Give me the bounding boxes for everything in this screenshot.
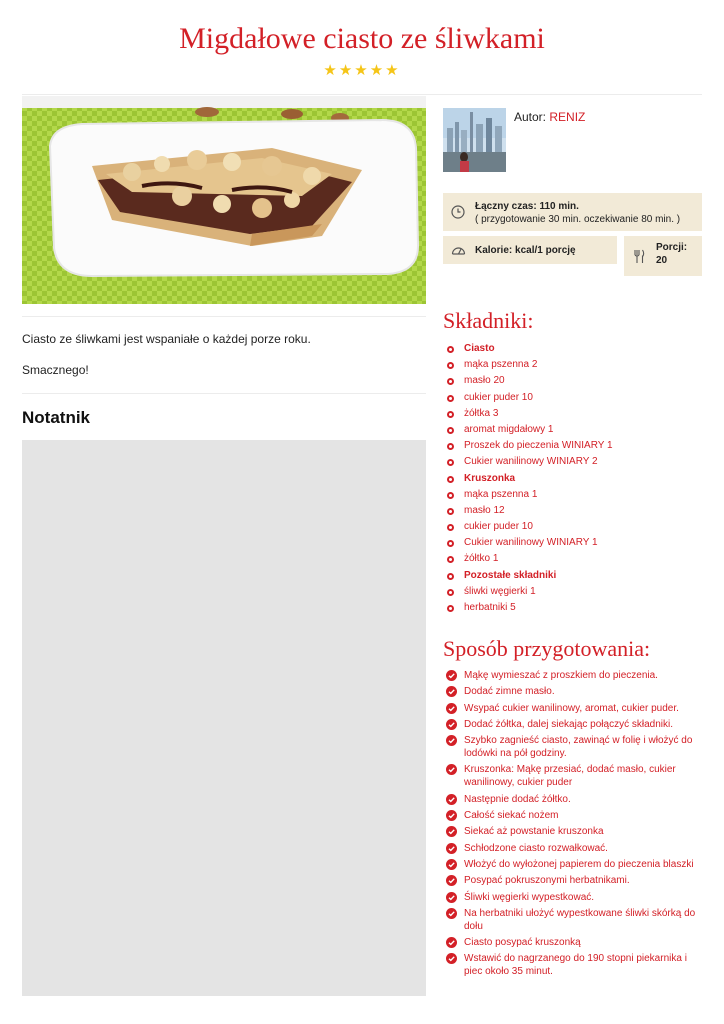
description-box [22,316,426,394]
bullet-icon [447,589,454,596]
step-text: Schłodzone ciasto rozwałkować. [464,842,608,854]
step-text: Kruszonka: Mąkę przesiać, dodać masło, cukier wanilinowy, cukier puder [464,764,676,789]
steps-list [446,669,702,982]
ingredient-item [447,600,702,616]
portions-value: 20 [656,255,668,266]
bullet-icon [447,492,454,499]
recipe-title: Migdałowe ciasto ze śliwkami [179,22,545,55]
check-icon [446,810,457,821]
bullet-icon [447,556,454,563]
step-text: Na herbatniki ułożyć wypestkowane śliwki skórką do dołu [464,907,696,932]
check-icon [446,735,457,746]
check-icon [446,937,457,948]
step-item [446,858,702,871]
total-time: Łączny czas: 110 min. [475,201,579,212]
bullet-icon [447,362,454,369]
step-item [446,809,702,822]
ingredient-item [447,487,702,503]
ingredient-item [447,438,702,454]
ingredient-item [447,373,702,389]
ingredient-text: Cukier wanilinowy WINIARY 1 [464,537,598,549]
step-item [446,763,702,789]
step-item [446,891,702,904]
recipe-photo [22,96,426,304]
bullet-icon [447,427,454,434]
portions-box [624,236,702,276]
portions-label: Porcji: [656,242,688,253]
ingredient-text: cukier puder 10 [464,391,533,403]
ingredient-item [447,584,702,600]
author-line [514,110,585,124]
bullet-icon [447,395,454,402]
step-text: Szybko zagnieść ciasto, zawinąć w folię i włożyć do lodówki na pół godziny. [464,735,693,760]
ingredient-text: żółtka 3 [464,407,499,419]
notes-area [22,440,426,996]
ingredient-text: Proszek do pieczenia WINIARY 1 [464,440,613,452]
ingredient-text: aromat migdałowy 1 [464,423,554,435]
bullet-icon [447,378,454,385]
check-icon [446,686,457,697]
step-item [446,793,702,806]
ingredient-text: Pozostałe składniki [464,569,557,581]
calories-box [443,236,617,264]
step-text: Całość siekać nożem [464,810,559,822]
step-text: Następnie dodać żółtko. [464,793,571,805]
ingredient-text: żółtko 1 [464,553,499,565]
ingredient-item [447,357,702,373]
check-icon [446,892,457,903]
ingredient-text: Ciasto [464,343,495,354]
notes-heading: Notatnik [22,408,90,427]
ingredients-list [447,341,702,616]
check-icon [446,764,457,775]
ingredient-item [447,406,702,422]
check-icon [446,670,457,681]
author-name[interactable]: RENIZ [549,110,586,124]
step-text: Dodać żółtka, dalej siekając połączyć składniki. [464,718,673,730]
check-icon [446,794,457,805]
step-text: Włożyć do wyłożonej papierem do pieczenia blaszki [464,858,694,870]
bullet-icon [447,443,454,450]
check-icon [446,826,457,837]
check-icon [446,908,457,919]
ingredient-group [447,341,702,357]
ingredient-text: mąka pszenna 1 [464,488,538,500]
ingredient-text: herbatniki 5 [464,602,516,613]
gauge-icon [451,243,466,259]
step-item [446,825,702,838]
bullet-icon [447,346,454,353]
bullet-icon [447,540,454,547]
ingredient-text: masło 20 [464,375,505,387]
ingredient-group [447,471,702,487]
ingredient-item [447,503,702,519]
ingredient-text: Kruszonka [464,472,516,484]
check-icon [446,953,457,964]
time-box [443,193,702,231]
step-item [446,685,702,698]
step-item [446,718,702,731]
ingredient-text: Cukier wanilinowy WINIARY 2 [464,456,598,468]
ingredient-group [447,568,702,584]
bullet-icon [447,459,454,466]
author-label: Autor: [514,110,547,124]
bullet-icon [447,605,454,612]
step-text: Wstawić do nagrzanego do 190 stopni piekarnika i piec około 35 minut. [464,953,687,978]
bullet-icon [447,476,454,483]
bullet-icon [447,508,454,515]
time-detail: ( przygotowanie 30 min. oczekiwanie 80 min. ) [475,214,681,225]
check-icon [446,875,457,886]
cutlery-icon [633,249,645,267]
step-text: Śliwki węgierki wypestkować. [464,891,595,903]
ingredient-text: mąka pszenna 2 [464,359,538,371]
step-text: Wsypać cukier wanilinowy, aromat, cukier puder. [464,702,679,714]
step-item [446,952,702,978]
step-item [446,669,702,682]
step-text: Siekać aż powstanie kruszonka [464,826,604,838]
step-item [446,907,702,933]
step-text: Ciasto posypać kruszonką [464,937,581,949]
check-icon [446,703,457,714]
author-avatar [443,108,506,172]
rating-stars: ★★★★★ [323,62,401,79]
step-text: Dodać zimne masło. [464,686,555,698]
ingredient-item [447,551,702,567]
step-item [446,702,702,715]
ingredient-item [447,519,702,535]
ingredient-text: śliwki węgierki 1 [464,585,536,597]
ingredient-text: cukier puder 10 [464,521,533,533]
check-icon [446,843,457,854]
step-item [446,734,702,760]
steps-heading: Sposób przygotowania: [443,636,651,661]
description-text: Smacznego! [22,363,89,377]
ingredient-item [447,390,702,406]
ingredients-heading: Składniki: [443,308,534,333]
ingredient-item [447,454,702,470]
bullet-icon [447,573,454,580]
step-item [446,936,702,949]
check-icon [446,719,457,730]
bullet-icon [447,524,454,531]
ingredient-text: masło 12 [464,504,505,516]
step-text: Mąkę wymieszać z proszkiem do pieczenia. [464,670,658,681]
divider [22,94,702,95]
check-icon [446,859,457,870]
description-text: Ciasto ze śliwkami jest wspaniałe o każdej porze roku. [22,332,311,346]
calories-text: Kalorie: kcal/1 porcję [475,245,576,256]
step-item [446,842,702,855]
clock-icon [451,205,465,222]
ingredient-item [447,535,702,551]
step-item [446,874,702,887]
step-text: Posypać pokruszonymi herbatnikami. [464,875,630,887]
ingredient-item [447,422,702,438]
bullet-icon [447,411,454,418]
